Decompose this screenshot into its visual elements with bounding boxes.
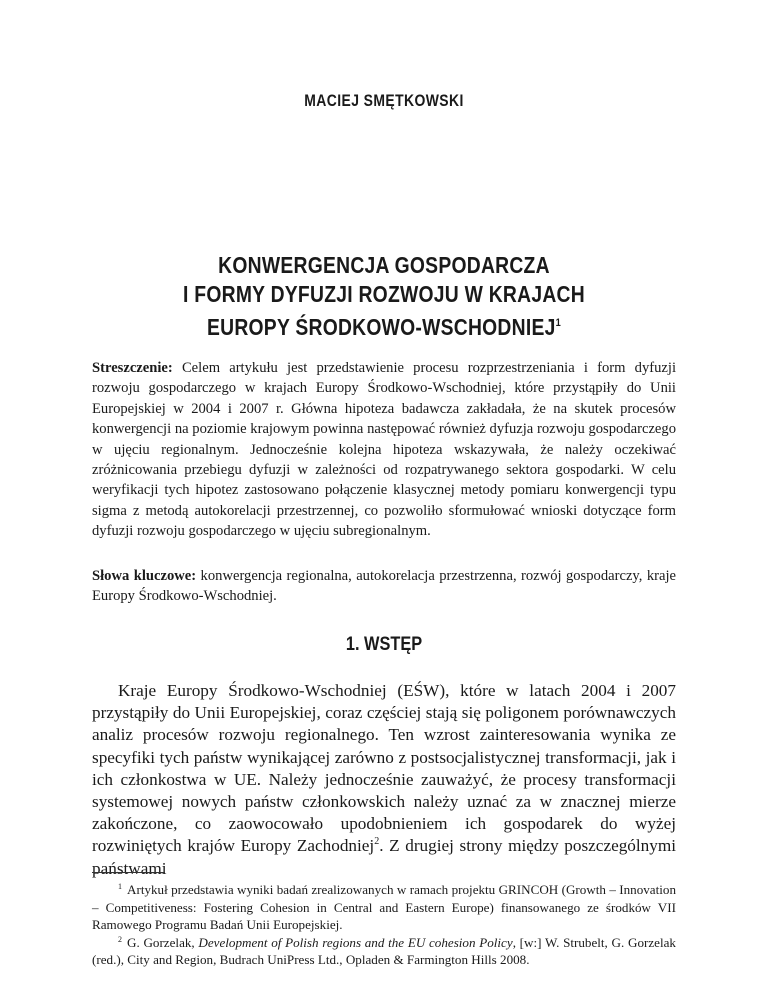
footnote-1-text: Artykuł przedstawia wyniki badań zrealizowanych w ramach projektu GRINCOH (Growth – Innovation – Competitiveness: Fostering Cohesion in Central and Eastern Europe) finansowanego ze środków VII Ramowego Programu Badań Unii Europejskiej. xyxy=(92,882,676,933)
title-line-2: I FORMY DYFUZJI ROZWOJU W KRAJACH xyxy=(183,281,585,307)
footnote-2-text-after: , [w:] W. Strubelt, G. Gorzelak (red.), City and Region, Budrach UniPress Ltd., Opladen & Farmington Hills 2008. xyxy=(92,934,676,968)
title-footnote-mark[interactable]: 1 xyxy=(555,317,562,329)
abstract-label: Streszczenie: xyxy=(92,360,173,376)
footnote-2-mark: 2 xyxy=(118,934,122,944)
footnotes xyxy=(92,881,676,969)
footnote-1 xyxy=(92,881,676,934)
article-title xyxy=(139,251,630,342)
body-paragraph xyxy=(92,680,676,880)
title-line-1: KONWERGENCJA GOSPODARCZA xyxy=(218,252,550,278)
abstract-text: Celem artykułu jest przedstawienie procesu rozprzestrzeniania i form dyfuzji rozwoju gospodarczego w krajach Europy Środkowo-Wschodniej, które przystąpiły do Unii Europejskiej w 2004 i 2007 r. Główna hipoteza badawcza zakładała, że na skutek procesów konwergencji na poziomie krajowym powinna następować również dyfuzja rozwoju gospodarczego w ujęciu regionalnym. Jednocześnie kolejna hipoteza wskazywała, że należy oczekiwać zróżnicowania przebiegu dyfuzji w zależności od rozpatrywanego sektora gospodarki. W celu weryfikacji tych hipotez zastosowano połączenie klasycznej metody pomiaru konwergencji typu sigma z metodą autokorelacji przestrzennej, co pozwoliło sformułować wnioski dotyczące form dyfuzji rozwoju gospodarczego w ujęciu subregionalnym. xyxy=(92,360,676,540)
section-heading: 1. WSTĘP xyxy=(345,634,423,655)
keywords xyxy=(92,566,676,607)
author-name: MACIEJ SMĘTKOWSKI xyxy=(304,91,464,110)
footnote-2-text-before: G. Gorzelak, xyxy=(127,934,199,950)
body-paragraph-part2: . Z drugiej strony między poszczególnymi państwami xyxy=(92,836,676,878)
abstract xyxy=(92,358,676,542)
footnote-2-italic-title: Development of Polish regions and the EU cohesion Policy xyxy=(198,934,513,950)
body-paragraph-part1: Kraje Europy Środkowo-Wschodniej (EŚW), które w latach 2004 i 2007 przystąpiły do Unii Europejskiej, coraz częściej stają się poligonem porównawczych analiz procesów rozwoju regionalnego. Ten wzrost zainteresowania wynika ze specyfiki tych państw wynikającej zarówno z postsocjalistycznej transformacji, jak i ich członkostwa w UE. Należy jednocześnie zauważyć, że procesy transformacji systemowej nowych państw członkowskich należy uznać za w znacznej mierze zakończone, co zaowocowało upodobnieniem ich gospodarek do wyżej rozwiniętych krajów Europy Zachodniej xyxy=(92,681,676,856)
title-line-3 xyxy=(139,309,630,342)
footnote-1-mark: 1 xyxy=(118,882,122,891)
keywords-text: konwergencja regionalna, autokorelacja przestrzenna, rozwój gospodarczy, kraje Europy Środkowo-Wschodniej. xyxy=(92,568,676,605)
body-footnote-mark[interactable]: 2 xyxy=(374,836,380,848)
keywords-label: Słowa kluczowe: xyxy=(92,568,197,584)
footnote-divider xyxy=(92,872,165,873)
title-line-3-text: EUROPY ŚRODKOWO-WSCHODNIEJ xyxy=(206,314,556,340)
footnote-2 xyxy=(92,934,676,969)
